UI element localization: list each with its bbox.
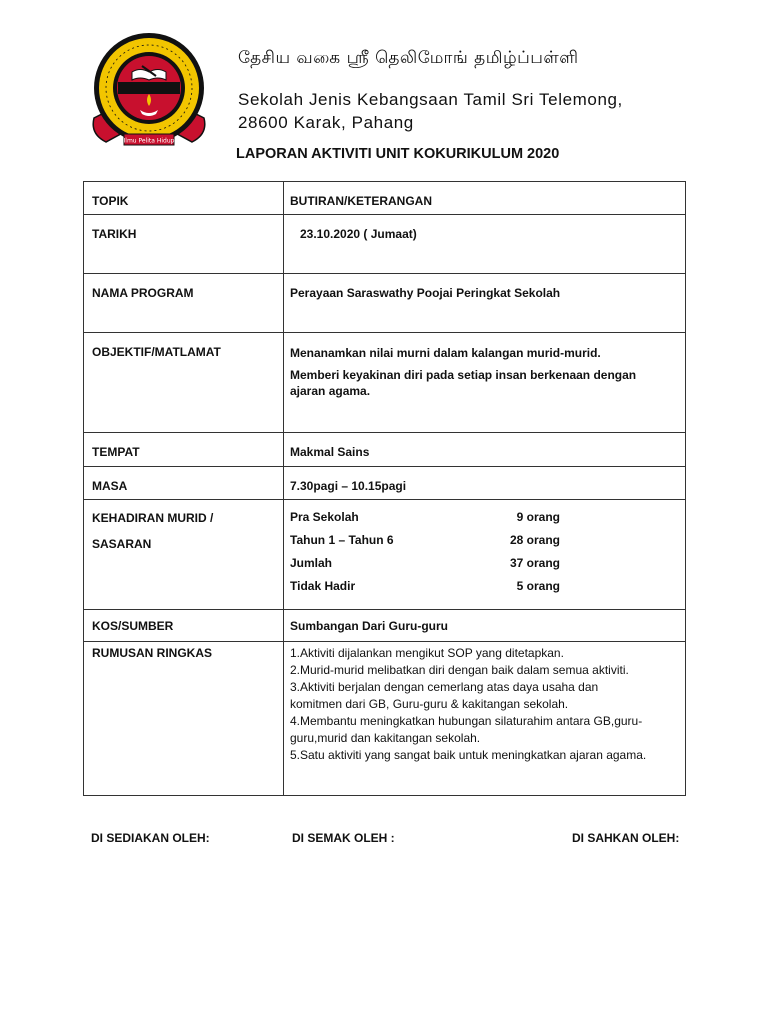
rumusan-item: 3.Aktiviti berjalan dengan cemerlang atas daya usaha dan (290, 680, 599, 694)
table-row-tarikh (84, 215, 686, 274)
school-name-line1: Sekolah Jenis Kebangsaan Tamil Sri Telemong, (238, 90, 623, 109)
table-header-row (84, 182, 686, 215)
attendance-count: 28 orang (509, 533, 560, 547)
label-kos: KOS/SUMBER (92, 619, 174, 633)
signature-prepared-by: DI SEDIAKAN OLEH: (91, 831, 210, 845)
col-header-topik: TOPIK (92, 194, 129, 208)
attendance-count: 37 orang (509, 556, 560, 570)
rumusan-item: 4.Membantu meningkatkan hubungan silaturahim antara GB,guru- (290, 714, 643, 728)
rumusan-list (284, 642, 685, 764)
rumusan-item: 1.Aktiviti dijalankan mengikut SOP yang ditetapkan. (290, 646, 564, 660)
attendance-name: Jumlah (290, 556, 333, 570)
value-tempat: Makmal Sains (290, 445, 370, 459)
school-address: 28600 Karak, Pahang (238, 113, 414, 132)
label-nama-program: NAMA PROGRAM (92, 286, 194, 300)
label-tempat: TEMPAT (92, 445, 140, 459)
value-tarikh: 23.10.2020 ( Jumaat) (300, 227, 417, 241)
objektif-line-1: Menanamkan nilai murni dalam kalangan murid-murid. (290, 346, 601, 360)
table-row-tempat (84, 433, 686, 467)
rumusan-item: 5.Satu aktiviti yang sangat baik untuk meningkatkan ajaran agama. (290, 748, 647, 762)
report-table (83, 181, 686, 796)
table-row-nama-program (84, 274, 686, 333)
label-kehadiran-2: SASARAN (92, 537, 152, 551)
attendance-name: Tahun 1 – Tahun 6 (290, 533, 394, 547)
label-objektif: OBJEKTIF/MATLAMAT (92, 345, 221, 359)
col-header-butiran: BUTIRAN/KETERANGAN (290, 194, 432, 208)
label-rumusan: RUMUSAN RINGKAS (92, 646, 212, 660)
signature-verified-by: DI SAHKAN OLEH: (572, 831, 680, 845)
rumusan-item: guru,murid dan kakitangan sekolah. (290, 731, 481, 745)
table-row-kehadiran (84, 500, 686, 610)
report-title: LAPORAN AKTIVITI UNIT KOKURIKULUM 2020 (236, 146, 560, 162)
rumusan-item: 2.Murid-murid melibatkan diri dengan baik dalam semua aktiviti. (290, 663, 629, 677)
label-tarikh: TARIKH (92, 227, 137, 241)
attendance-count: 5 orang (516, 579, 560, 593)
table-row-rumusan (84, 642, 686, 796)
value-nama-program: Perayaan Saraswathy Poojai Peringkat Sekolah (290, 286, 561, 300)
school-name-tamil: தேசிய வகை ஸ்ரீ தெலிமோங் தமிழ்ப்பள்ளி (238, 48, 579, 68)
attendance-count: 9 orang (516, 510, 560, 524)
label-kehadiran-1: KEHADIRAN MURID / (92, 511, 214, 525)
attendance-name: Pra Sekolah (290, 510, 359, 524)
signature-checked-by: DI SEMAK OLEH : (292, 831, 395, 845)
attendance-name: Tidak Hadir (290, 579, 356, 593)
attendance-list (290, 510, 685, 593)
rumusan-item: komitmen dari GB, Guru-guru & kakitangan sekolah. (290, 697, 569, 711)
value-kos: Sumbangan Dari Guru-guru (290, 619, 449, 633)
table-row-objektif (84, 333, 686, 433)
objektif-line-3: ajaran agama. (290, 384, 371, 398)
label-masa: MASA (92, 479, 128, 493)
school-name (238, 88, 623, 134)
value-masa: 7.30pagi – 10.15pagi (290, 479, 407, 493)
crest-motto: Ilmu Pelita Hidup (123, 137, 175, 145)
school-crest-icon (88, 30, 210, 152)
objektif-line-2: Memberi keyakinan diri pada setiap insan berkenaan dengan (290, 368, 637, 382)
table-row-masa (84, 467, 686, 500)
table-row-kos (84, 610, 686, 642)
